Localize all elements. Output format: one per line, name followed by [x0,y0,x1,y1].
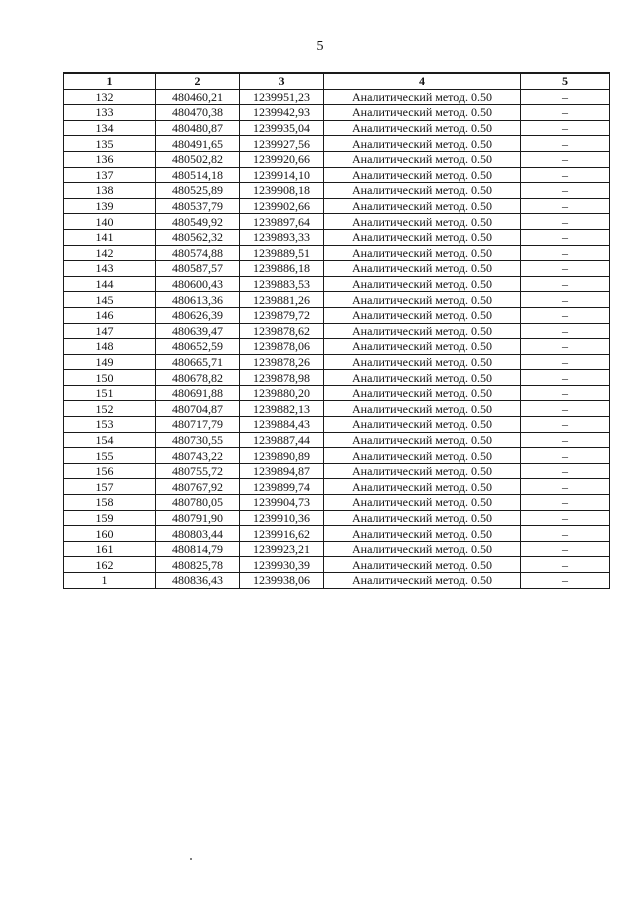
table-cell: – [521,151,610,167]
table-cell: 1239882,13 [240,401,324,417]
table-cell: 148 [64,339,156,355]
table-cell: 141 [64,229,156,245]
table-cell: – [521,105,610,121]
table-row [64,479,610,495]
table-cell: 480480,87 [156,120,240,136]
table-cell: 480574,88 [156,245,240,261]
table-cell: – [521,183,610,199]
table-row [64,323,610,339]
table-cell: Аналитический метод. 0.50 [324,510,521,526]
table-cell: Аналитический метод. 0.50 [324,495,521,511]
table-cell: – [521,510,610,526]
table-cell: 480502,82 [156,151,240,167]
table-cell: Аналитический метод. 0.50 [324,105,521,121]
header-cell: 4 [324,73,521,89]
table-cell: 162 [64,557,156,573]
table-row [64,432,610,448]
table-cell: 480470,38 [156,105,240,121]
table-cell: – [521,323,610,339]
table-row [64,183,610,199]
table-cell: 157 [64,479,156,495]
table-cell: Аналитический метод. 0.50 [324,183,521,199]
table-cell: – [521,89,610,105]
table-cell: 152 [64,401,156,417]
table-row [64,292,610,308]
table-row [64,167,610,183]
table-cell: – [521,557,610,573]
table-cell: – [521,479,610,495]
table-cell: 151 [64,385,156,401]
table-row [64,120,610,136]
table-cell: – [521,198,610,214]
table-cell: Аналитический метод. 0.50 [324,167,521,183]
table-cell: 480537,79 [156,198,240,214]
table-row [64,198,610,214]
table-row [64,463,610,479]
table-cell: – [521,573,610,589]
table-cell: 1239902,66 [240,198,324,214]
table-cell: 1239886,18 [240,261,324,277]
table-cell: 480514,18 [156,167,240,183]
table-cell: 480613,36 [156,292,240,308]
table-cell: 1239910,36 [240,510,324,526]
table-row [64,557,610,573]
table-header [64,73,610,89]
table-cell: Аналитический метод. 0.50 [324,385,521,401]
table-cell: 480525,89 [156,183,240,199]
table-cell: – [521,526,610,542]
table-cell: Аналитический метод. 0.50 [324,339,521,355]
table-cell: 1239879,72 [240,307,324,323]
table-row [64,151,610,167]
table-cell: 480717,79 [156,417,240,433]
table-cell: Аналитический метод. 0.50 [324,276,521,292]
table-cell: 480626,39 [156,307,240,323]
table-cell: – [521,401,610,417]
table-row [64,417,610,433]
table-cell: – [521,167,610,183]
table-cell: 154 [64,432,156,448]
table-cell: 1239894,87 [240,463,324,479]
table-cell: – [521,417,610,433]
table-cell: 138 [64,183,156,199]
table-cell: 1239878,26 [240,354,324,370]
header-cell: 3 [240,73,324,89]
table-cell: 1239942,93 [240,105,324,121]
table-cell: 480730,55 [156,432,240,448]
table-row [64,261,610,277]
table-cell: – [521,463,610,479]
table-cell: 480704,87 [156,401,240,417]
table-cell: Аналитический метод. 0.50 [324,401,521,417]
table-cell: 1239884,43 [240,417,324,433]
table-cell: 1239890,89 [240,448,324,464]
table-cell: 1239883,53 [240,276,324,292]
table-cell: 1239878,06 [240,339,324,355]
table-cell: Аналитический метод. 0.50 [324,89,521,105]
scan-speck [190,858,192,860]
table-cell: Аналитический метод. 0.50 [324,136,521,152]
table-cell: Аналитический метод. 0.50 [324,526,521,542]
table-cell: 156 [64,463,156,479]
table-row [64,339,610,355]
header-row [64,73,610,89]
table-row [64,385,610,401]
table-cell: – [521,339,610,355]
table-cell: 1239908,18 [240,183,324,199]
table-cell: – [521,385,610,401]
table-cell: 1 [64,573,156,589]
table-cell: – [521,354,610,370]
page-number: 5 [316,39,324,54]
table-cell: 1239951,23 [240,89,324,105]
table-cell: 1239914,10 [240,167,324,183]
table-cell: 480600,43 [156,276,240,292]
table-cell: 139 [64,198,156,214]
table-cell: 153 [64,417,156,433]
table-cell: 480803,44 [156,526,240,542]
table-cell: 480767,92 [156,479,240,495]
header-cell: 1 [64,73,156,89]
table-cell: – [521,276,610,292]
table-cell: 1239878,62 [240,323,324,339]
table-row [64,136,610,152]
table-row [64,214,610,230]
table-cell: 1239880,20 [240,385,324,401]
table-row [64,370,610,386]
table-row [64,495,610,511]
table-row [64,526,610,542]
table-cell: – [521,229,610,245]
table-cell: 132 [64,89,156,105]
table-cell: – [521,120,610,136]
table-cell: 160 [64,526,156,542]
table-cell: – [521,370,610,386]
table-cell: Аналитический метод. 0.50 [324,448,521,464]
table-cell: 480755,72 [156,463,240,479]
table-row [64,105,610,121]
table-cell: 155 [64,448,156,464]
table-cell: 143 [64,261,156,277]
table-cell: 1239935,04 [240,120,324,136]
table-cell: 140 [64,214,156,230]
table-cell: – [521,432,610,448]
table-cell: 480639,47 [156,323,240,339]
table-cell: 150 [64,370,156,386]
table-cell: Аналитический метод. 0.50 [324,151,521,167]
table-cell: 480791,90 [156,510,240,526]
table-cell: – [521,136,610,152]
table-row [64,307,610,323]
table-cell: 134 [64,120,156,136]
table-cell: 480652,59 [156,339,240,355]
table-row [64,89,610,105]
table-cell: 161 [64,541,156,557]
table-cell: 480562,32 [156,229,240,245]
header-cell: 2 [156,73,240,89]
table-row [64,245,610,261]
table-cell: 480825,78 [156,557,240,573]
table-cell: Аналитический метод. 0.50 [324,245,521,261]
table-row [64,510,610,526]
table-cell: Аналитический метод. 0.50 [324,307,521,323]
table-cell: 1239897,64 [240,214,324,230]
table-cell: – [521,495,610,511]
table-cell: 136 [64,151,156,167]
table-cell: – [521,214,610,230]
table-cell: 480691,88 [156,385,240,401]
table-cell: 480460,21 [156,89,240,105]
table-cell: 149 [64,354,156,370]
table-cell: 1239881,26 [240,292,324,308]
table-cell: Аналитический метод. 0.50 [324,198,521,214]
table-cell: Аналитический метод. 0.50 [324,229,521,245]
table-cell: 158 [64,495,156,511]
table-cell: Аналитический метод. 0.50 [324,292,521,308]
table-cell: 480678,82 [156,370,240,386]
table-cell: Аналитический метод. 0.50 [324,573,521,589]
table-cell: 137 [64,167,156,183]
table-cell: Аналитический метод. 0.50 [324,541,521,557]
table-cell: 480587,57 [156,261,240,277]
table-cell: 159 [64,510,156,526]
header-cell: 5 [521,73,610,89]
table-cell: – [521,261,610,277]
table-cell: 1239893,33 [240,229,324,245]
table-cell: – [521,292,610,308]
table-cell: – [521,448,610,464]
table-cell: 480743,22 [156,448,240,464]
table-cell: 1239930,39 [240,557,324,573]
table-cell: 1239899,74 [240,479,324,495]
table-cell: 1239887,44 [240,432,324,448]
table-cell: 1239923,21 [240,541,324,557]
table-cell: Аналитический метод. 0.50 [324,417,521,433]
table-cell: Аналитический метод. 0.50 [324,463,521,479]
table-row [64,401,610,417]
table-cell: 1239904,73 [240,495,324,511]
table-cell: Аналитический метод. 0.50 [324,479,521,495]
table-cell: 480780,05 [156,495,240,511]
table-cell: Аналитический метод. 0.50 [324,432,521,448]
table-cell: 1239889,51 [240,245,324,261]
table-row [64,573,610,589]
table-cell: 480665,71 [156,354,240,370]
table-row [64,448,610,464]
table-cell: 135 [64,136,156,152]
table-cell: 142 [64,245,156,261]
table-cell: – [521,245,610,261]
table-cell: 1239927,56 [240,136,324,152]
table-cell: 147 [64,323,156,339]
table-row [64,229,610,245]
table-cell: Аналитический метод. 0.50 [324,323,521,339]
table-row [64,276,610,292]
table-cell: Аналитический метод. 0.50 [324,370,521,386]
table-cell: 146 [64,307,156,323]
table-body [64,89,610,588]
table-cell: Аналитический метод. 0.50 [324,120,521,136]
table-cell: 480549,92 [156,214,240,230]
table-cell: 145 [64,292,156,308]
coordinates-table [63,72,610,589]
table-cell: 480814,79 [156,541,240,557]
table-cell: – [521,541,610,557]
table-cell: 480491,65 [156,136,240,152]
table-cell: Аналитический метод. 0.50 [324,354,521,370]
table-cell: – [521,307,610,323]
table-cell: Аналитический метод. 0.50 [324,261,521,277]
table-cell: 480836,43 [156,573,240,589]
table-row [64,354,610,370]
table-cell: 144 [64,276,156,292]
table-cell: Аналитический метод. 0.50 [324,557,521,573]
table-cell: 1239916,62 [240,526,324,542]
table-cell: 1239920,66 [240,151,324,167]
table-cell: Аналитический метод. 0.50 [324,214,521,230]
table-row [64,541,610,557]
table-cell: 1239878,98 [240,370,324,386]
table-cell: 133 [64,105,156,121]
table-cell: 1239938,06 [240,573,324,589]
